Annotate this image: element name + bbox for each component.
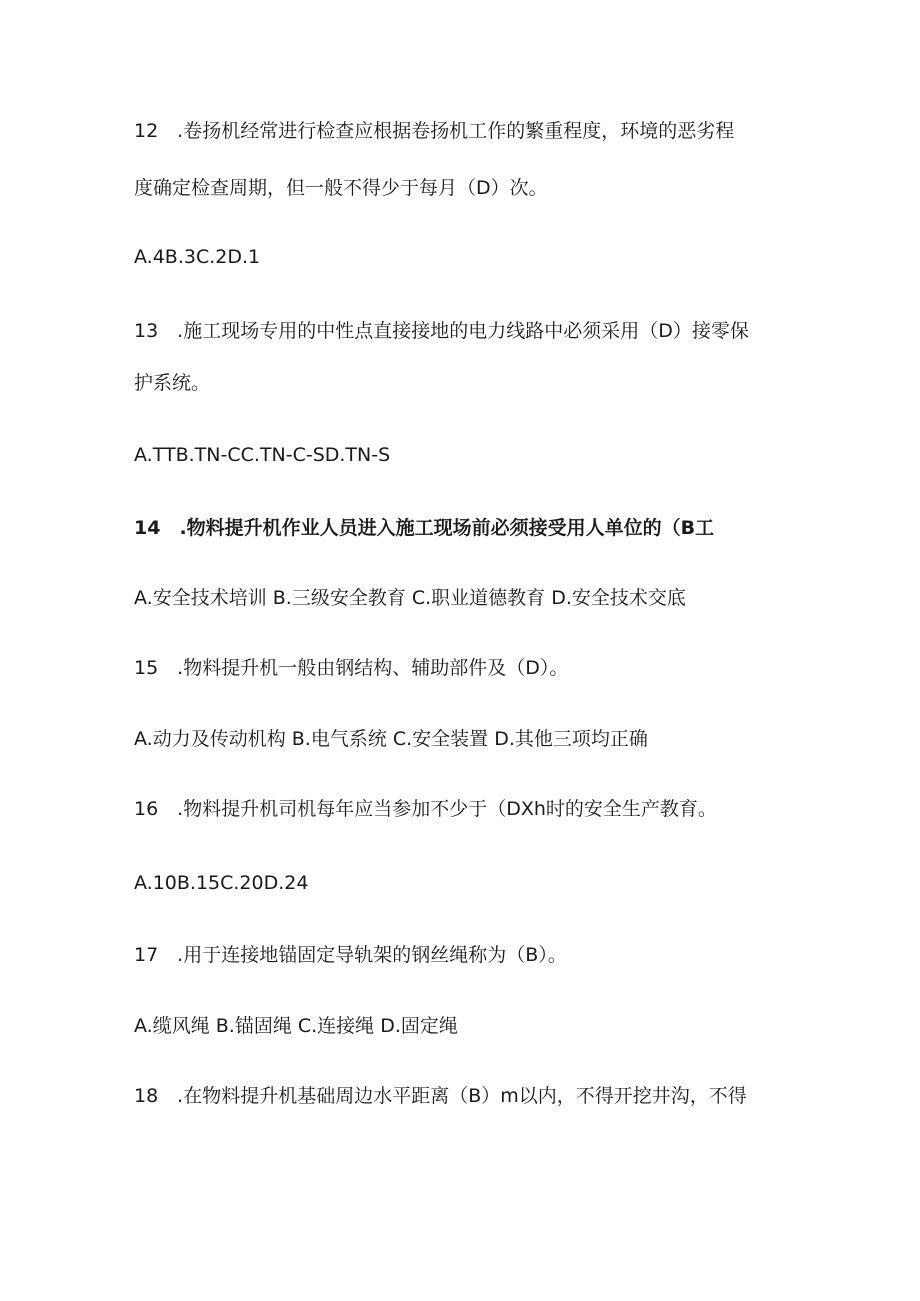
question-17-options: A.缆风绳 B.锚固绳 C.连接绳 D.固定绳 (134, 1015, 458, 1037)
question-16-options: A.10B.15C.20D.24 (134, 872, 309, 894)
question-15-line-1: 15 .物料提升机一般由钢结构、辅助部件及（D）。 (134, 657, 569, 679)
question-14-line-1: 14 .物料提升机作业人员进入施工现场前必须接受用人单位的（B工 (134, 517, 715, 539)
question-13-line-2: 护系统。 (134, 372, 211, 394)
question-12-options: A.4B.3C.2D.1 (134, 246, 261, 268)
question-16-line-1: 16 .物料提升机司机每年应当参加不少于（DXh时的安全生产教育。 (134, 798, 717, 820)
question-12-line-2: 度确定检查周期，但一般不得少于每月（D）次。 (134, 177, 548, 199)
question-12-line-1: 12 .卷扬机经常进行检查应根据卷扬机工作的繁重程度，环境的恶劣程 (134, 120, 735, 142)
question-17-line-1: 17 .用于连接地锚固定导轨架的钢丝绳称为（B）。 (134, 944, 567, 966)
question-15-options: A.动力及传动机构 B.电气系统 C.安全装置 D.其他三项均正确 (134, 728, 648, 750)
question-18-line-1: 18 .在物料提升机基础周边水平距离（B）m以内，不得开挖井沟，不得 (134, 1085, 747, 1107)
question-14-options: A.安全技术培训 B.三级安全教育 C.职业道德教育 D.安全技术交底 (134, 587, 686, 609)
question-13-line-1: 13 .施工现场专用的中性点直接接地的电力线路中必须采用（D）接零保 (134, 320, 749, 342)
question-13-options: A.TTB.TN-CC.TN-C-SD.TN-S (134, 444, 391, 466)
